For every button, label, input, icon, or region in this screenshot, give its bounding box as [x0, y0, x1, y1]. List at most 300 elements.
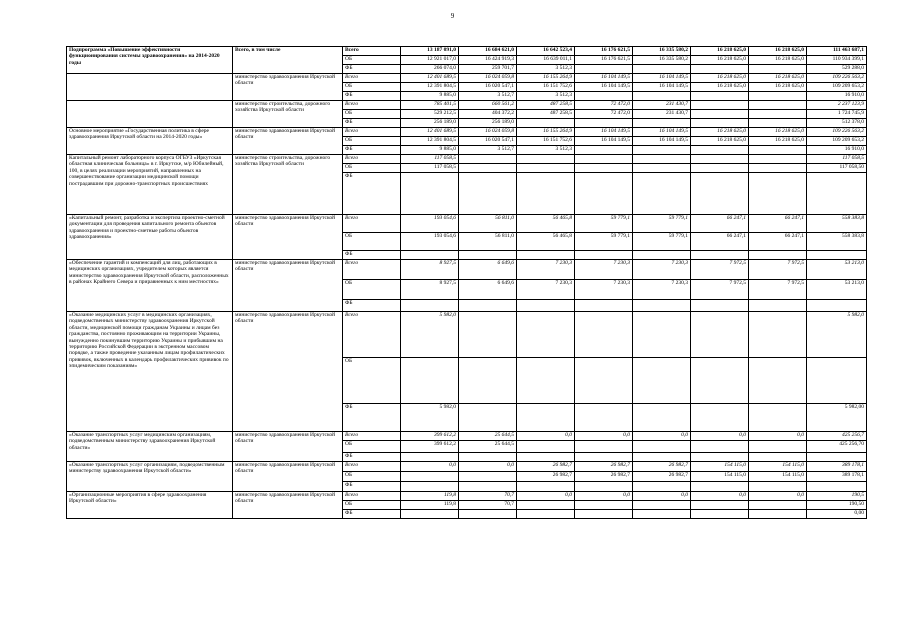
year-value-cell: 0,0: [575, 492, 633, 501]
year-value-cell: [459, 251, 517, 260]
year-value-cell: [517, 164, 575, 173]
year-value-cell: [575, 404, 633, 432]
funding-source-cell: Всего: [343, 432, 401, 441]
year-value-cell: [633, 251, 691, 260]
measure-name-cell: [67, 74, 233, 101]
total-value-cell: 53 213,0: [807, 260, 867, 280]
year-value-cell: 0,0: [401, 462, 459, 472]
year-value-cell: 16 155 264,9: [517, 128, 575, 137]
year-value-cell: 117 058,5: [401, 155, 459, 164]
funding-source-cell: ОБ: [343, 83, 401, 92]
total-value-cell: 190,50: [807, 501, 867, 510]
year-value-cell: 16 104 149,5: [633, 128, 691, 137]
year-value-cell: [517, 453, 575, 462]
year-value-cell: 66 247,1: [749, 233, 807, 251]
year-value-cell: 16 151 752,6: [517, 137, 575, 146]
year-value-cell: [517, 404, 575, 432]
year-value-cell: 26 982,7: [517, 462, 575, 472]
year-value-cell: 154 115,0: [749, 472, 807, 482]
funding-source-cell: ФБ: [343, 251, 401, 260]
year-value-cell: [691, 155, 749, 164]
year-value-cell: 16 104 149,5: [575, 83, 633, 92]
year-value-cell: [633, 358, 691, 404]
year-value-cell: 154 115,0: [749, 462, 807, 472]
total-value-cell: [807, 300, 867, 312]
table-row: [67, 74, 867, 83]
year-value-cell: 0,0: [749, 432, 807, 441]
year-value-cell: 16 020 547,1: [459, 83, 517, 92]
year-value-cell: 59 779,1: [575, 233, 633, 251]
year-value-cell: 8 927,5: [401, 260, 459, 280]
year-value-cell: 26 982,7: [633, 462, 691, 472]
year-value-cell: [691, 251, 749, 260]
year-value-cell: 16 218 625,0: [691, 47, 749, 56]
year-value-cell: 66 247,1: [749, 215, 807, 233]
year-value-cell: [749, 92, 807, 101]
year-value-cell: [749, 110, 807, 119]
budget-table: [66, 46, 867, 519]
year-value-cell: 0,0: [575, 432, 633, 441]
year-value-cell: [691, 164, 749, 173]
year-value-cell: [575, 92, 633, 101]
year-value-cell: [401, 173, 459, 215]
measure-name-cell: Подпрограмма «Повышение эффективности функционирования системы здравоохранения» на 2014-2020 годы: [67, 47, 233, 74]
year-value-cell: [633, 155, 691, 164]
year-value-cell: [749, 510, 807, 519]
year-value-cell: [749, 65, 807, 74]
year-value-cell: 3 512,3: [517, 146, 575, 155]
year-value-cell: [691, 312, 749, 358]
funding-source-cell: ФБ: [343, 482, 401, 492]
table-row: [67, 260, 867, 280]
year-value-cell: [401, 510, 459, 519]
measure-name-cell: «Оказание транспортных услуг организациям, подведомственным министерству здравоохранения Иркутской области»: [67, 462, 233, 492]
table-row: [67, 312, 867, 358]
year-value-cell: 56 465,8: [517, 233, 575, 251]
year-value-cell: [633, 92, 691, 101]
year-value-cell: 16 218 625,0: [749, 56, 807, 65]
total-value-cell: 109 226 563,2: [807, 74, 867, 83]
year-value-cell: 26 982,7: [575, 462, 633, 472]
year-value-cell: 487 258,5: [517, 101, 575, 110]
year-value-cell: [575, 65, 633, 74]
year-value-cell: [401, 472, 459, 482]
responsible-cell: министерство здравоохранения Иркутской области: [233, 432, 343, 462]
funding-source-cell: ФБ: [343, 510, 401, 519]
year-value-cell: 16 024 059,8: [459, 74, 517, 83]
year-value-cell: 16 104 149,5: [575, 137, 633, 146]
responsible-cell: министерство здравоохранения Иркутской области: [233, 260, 343, 312]
year-value-cell: 25 644,5: [459, 432, 517, 441]
year-value-cell: [517, 173, 575, 215]
total-value-cell: 425 256,7: [807, 432, 867, 441]
year-value-cell: [749, 173, 807, 215]
year-value-cell: [691, 65, 749, 74]
year-value-cell: 26 982,7: [575, 472, 633, 482]
year-value-cell: [749, 251, 807, 260]
year-value-cell: [575, 119, 633, 128]
year-value-cell: 16 020 547,1: [459, 137, 517, 146]
funding-source-cell: Всего: [343, 312, 401, 358]
year-value-cell: [633, 300, 691, 312]
year-value-cell: 16 104 149,5: [575, 74, 633, 83]
year-value-cell: [459, 472, 517, 482]
year-value-cell: [459, 482, 517, 492]
funding-source-cell: ФБ: [343, 92, 401, 101]
year-value-cell: 56 465,8: [517, 215, 575, 233]
year-value-cell: [691, 453, 749, 462]
total-value-cell: 117 058,5: [807, 155, 867, 164]
year-value-cell: [575, 251, 633, 260]
year-value-cell: [691, 146, 749, 155]
year-value-cell: [633, 482, 691, 492]
funding-source-cell: Всего: [343, 74, 401, 83]
year-value-cell: [459, 312, 517, 358]
year-value-cell: [691, 110, 749, 119]
year-value-cell: 16 218 625,0: [749, 137, 807, 146]
year-value-cell: [575, 510, 633, 519]
year-value-cell: [691, 404, 749, 432]
year-value-cell: [749, 155, 807, 164]
year-value-cell: [749, 358, 807, 404]
total-value-cell: 389 178,1: [807, 472, 867, 482]
responsible-cell: министерство строительства, дорожного хозяйства Иркутской области: [233, 155, 343, 215]
total-value-cell: [807, 173, 867, 215]
measure-name-cell: «Капитальный ремонт, разработка и экспертиза проектно-сметной документации для проведения капитального ремонта объектов здравоохранения и проектно-сметные работы объектов здравоохранения»: [67, 215, 233, 260]
funding-source-cell: ФБ: [343, 173, 401, 215]
year-value-cell: [633, 441, 691, 453]
year-value-cell: 13 187 091,0: [401, 47, 459, 56]
total-value-cell: 512 378,0: [807, 119, 867, 128]
year-value-cell: [691, 482, 749, 492]
year-value-cell: 193 054,6: [401, 233, 459, 251]
table-row: [67, 215, 867, 233]
year-value-cell: [633, 453, 691, 462]
year-value-cell: 9 885,0: [401, 92, 459, 101]
total-value-cell: 529 288,0: [807, 65, 867, 74]
total-value-cell: [807, 358, 867, 404]
year-value-cell: [517, 119, 575, 128]
year-value-cell: [575, 482, 633, 492]
total-value-cell: 558 383,8: [807, 215, 867, 233]
year-value-cell: 256 189,0: [459, 119, 517, 128]
year-value-cell: 231 430,7: [633, 101, 691, 110]
year-value-cell: [633, 164, 691, 173]
year-value-cell: 7 230,3: [633, 260, 691, 280]
year-value-cell: [749, 119, 807, 128]
year-value-cell: [691, 101, 749, 110]
year-value-cell: 16 104 149,5: [633, 83, 691, 92]
year-value-cell: [401, 482, 459, 492]
year-value-cell: 0,0: [749, 492, 807, 501]
year-value-cell: 8 927,5: [401, 280, 459, 300]
year-value-cell: 16 218 625,0: [691, 137, 749, 146]
year-value-cell: [749, 164, 807, 173]
year-value-cell: 6 649,6: [459, 260, 517, 280]
total-value-cell: 0,00: [807, 510, 867, 519]
year-value-cell: [691, 92, 749, 101]
year-value-cell: [633, 312, 691, 358]
year-value-cell: 12 401 689,5: [401, 74, 459, 83]
year-value-cell: 16 335 580,2: [633, 56, 691, 65]
total-value-cell: 1 724 745,9: [807, 110, 867, 119]
year-value-cell: 3 512,7: [459, 146, 517, 155]
table-row: [67, 47, 867, 56]
year-value-cell: 59 779,1: [575, 215, 633, 233]
total-value-cell: 109 226 563,2: [807, 128, 867, 137]
total-value-cell: 109 209 653,2: [807, 83, 867, 92]
measure-name-cell: «Оказание медицинских услуг в медицинских организациях, подведомственных министерству здравоохранения Иркутской области, медицинской помощи гражданам Украины и лицам без гражданства, постоянно проживающим на территории Украины, вынужденно покинувшим территорию Украины и прибывшим на территорию Российской Федерации в экстренном массовом порядке, а также проведение указанным лицам профилактических прививок, включенных в календарь профилактических прививок по эпидемическим показаниям»: [67, 312, 233, 432]
year-value-cell: 7 230,3: [575, 280, 633, 300]
funding-source-cell: Всего: [343, 215, 401, 233]
funding-source-cell: Всего: [343, 47, 401, 56]
funding-source-cell: ОБ: [343, 56, 401, 65]
total-value-cell: 16 910,0: [807, 146, 867, 155]
responsible-cell: Всего, в том числе: [233, 47, 343, 74]
funding-source-cell: ОБ: [343, 280, 401, 300]
year-value-cell: 72 472,0: [575, 110, 633, 119]
year-value-cell: [691, 441, 749, 453]
funding-source-cell: ОБ: [343, 472, 401, 482]
year-value-cell: [633, 119, 691, 128]
year-value-cell: 154 115,0: [691, 472, 749, 482]
year-value-cell: 16 218 625,0: [691, 56, 749, 65]
year-value-cell: [401, 300, 459, 312]
responsible-cell: министерство здравоохранения Иркутской области: [233, 462, 343, 492]
year-value-cell: 16 024 059,8: [459, 128, 517, 137]
year-value-cell: 7 230,3: [633, 280, 691, 300]
year-value-cell: 231 430,7: [633, 110, 691, 119]
year-value-cell: 12 391 804,5: [401, 83, 459, 92]
year-value-cell: 72 472,0: [575, 101, 633, 110]
year-value-cell: 3 512,7: [459, 92, 517, 101]
year-value-cell: 3 512,3: [517, 65, 575, 74]
year-value-cell: 7 230,3: [517, 260, 575, 280]
year-value-cell: [691, 358, 749, 404]
year-value-cell: 12 391 804,5: [401, 137, 459, 146]
funding-source-cell: ФБ: [343, 65, 401, 74]
year-value-cell: 0,0: [459, 462, 517, 472]
year-value-cell: 66 247,1: [691, 215, 749, 233]
year-value-cell: 16 104 149,5: [633, 74, 691, 83]
total-value-cell: 109 209 653,2: [807, 137, 867, 146]
year-value-cell: 59 779,1: [633, 233, 691, 251]
year-value-cell: [459, 173, 517, 215]
funding-source-cell: ФБ: [343, 146, 401, 155]
measure-name-cell: «Организационные мероприятия в сфере здравоохранения Иркутской области»: [67, 492, 233, 519]
year-value-cell: 404 372,2: [459, 110, 517, 119]
year-value-cell: [749, 482, 807, 492]
year-value-cell: 16 176 621,5: [575, 56, 633, 65]
year-value-cell: [517, 312, 575, 358]
funding-source-cell: ФБ: [343, 404, 401, 432]
year-value-cell: [575, 155, 633, 164]
responsible-cell: министерство здравоохранения Иркутской области: [233, 215, 343, 260]
year-value-cell: 16 104 149,5: [575, 128, 633, 137]
year-value-cell: [459, 300, 517, 312]
year-value-cell: [459, 453, 517, 462]
total-value-cell: [807, 482, 867, 492]
year-value-cell: [749, 300, 807, 312]
year-value-cell: 119,8: [401, 501, 459, 510]
year-value-cell: [633, 173, 691, 215]
table-row: [67, 432, 867, 441]
total-value-cell: 2 237 123,9: [807, 101, 867, 110]
total-value-cell: 5 982,00: [807, 404, 867, 432]
year-value-cell: 0,0: [517, 492, 575, 501]
year-value-cell: [517, 510, 575, 519]
measure-name-cell: [67, 101, 233, 128]
total-value-cell: 5 982,0: [807, 312, 867, 358]
year-value-cell: 16 104 149,5: [633, 137, 691, 146]
year-value-cell: 3 512,3: [517, 92, 575, 101]
year-value-cell: [633, 510, 691, 519]
funding-source-cell: ФБ: [343, 119, 401, 128]
year-value-cell: [517, 155, 575, 164]
year-value-cell: 70,7: [459, 492, 517, 501]
year-value-cell: 70,7: [459, 501, 517, 510]
year-value-cell: [517, 482, 575, 492]
year-value-cell: 0,0: [633, 432, 691, 441]
total-value-cell: 117 058,50: [807, 164, 867, 173]
funding-source-cell: Всего: [343, 101, 401, 110]
year-value-cell: 0,0: [691, 492, 749, 501]
measure-name-cell: Основное мероприятие «Государственная политика в сфере здравоохранения Иркутской области на 2014-2020 годы»: [67, 128, 233, 155]
table-row: [67, 155, 867, 164]
total-value-cell: [807, 453, 867, 462]
measure-name-cell: Капитальный ремонт лабораторного корпуса ОГБУЗ «Иркутская областная клиническая больница» в г. Иркутске, м/р Юбилейный, 100, в целях реализации мероприятий, направленных на совершенствование организации медицинской помощи пострадавшим при дорожно-транспортных происшествиях: [67, 155, 233, 215]
year-value-cell: 0,0: [633, 492, 691, 501]
year-value-cell: [633, 501, 691, 510]
total-value-cell: 110 934 399,1: [807, 56, 867, 65]
year-value-cell: 16 218 625,0: [749, 128, 807, 137]
year-value-cell: 7 230,3: [575, 260, 633, 280]
year-value-cell: [633, 65, 691, 74]
funding-source-cell: Всего: [343, 260, 401, 280]
year-value-cell: [575, 312, 633, 358]
total-value-cell: 53 213,0: [807, 280, 867, 300]
total-value-cell: 389 178,1: [807, 462, 867, 472]
funding-source-cell: ФБ: [343, 453, 401, 462]
year-value-cell: 66 247,1: [691, 233, 749, 251]
year-value-cell: 16 639 011,1: [517, 56, 575, 65]
year-value-cell: [749, 146, 807, 155]
page-number: 9: [450, 12, 455, 20]
year-value-cell: 154 115,0: [691, 462, 749, 472]
year-value-cell: 119,8: [401, 492, 459, 501]
year-value-cell: 0,0: [517, 432, 575, 441]
responsible-cell: министерство строительства, дорожного хозяйства Иркутской области: [233, 101, 343, 128]
year-value-cell: [575, 146, 633, 155]
year-value-cell: 7 972,5: [749, 260, 807, 280]
year-value-cell: 16 218 625,0: [691, 83, 749, 92]
year-value-cell: 487 258,5: [517, 110, 575, 119]
year-value-cell: [575, 501, 633, 510]
funding-source-cell: ОБ: [343, 110, 401, 119]
year-value-cell: 529 212,5: [401, 110, 459, 119]
year-value-cell: 266 074,0: [401, 65, 459, 74]
year-value-cell: 6 649,6: [459, 280, 517, 300]
year-value-cell: 16 218 625,0: [749, 83, 807, 92]
funding-source-cell: ОБ: [343, 164, 401, 173]
funding-source-cell: ФБ: [343, 300, 401, 312]
year-value-cell: [749, 101, 807, 110]
year-value-cell: 16 218 625,0: [749, 47, 807, 56]
year-value-cell: 16 335 580,2: [633, 47, 691, 56]
year-value-cell: 117 058,5: [401, 164, 459, 173]
year-value-cell: [749, 441, 807, 453]
year-value-cell: 16 218 625,0: [691, 74, 749, 83]
year-value-cell: 16 218 625,0: [691, 128, 749, 137]
year-value-cell: [401, 358, 459, 404]
year-value-cell: [459, 358, 517, 404]
year-value-cell: [575, 441, 633, 453]
responsible-cell: министерство здравоохранения Иркутской области: [233, 128, 343, 155]
year-value-cell: [749, 453, 807, 462]
year-value-cell: 660 561,2: [459, 101, 517, 110]
funding-source-cell: Всего: [343, 155, 401, 164]
total-value-cell: 190,5: [807, 492, 867, 501]
year-value-cell: 56 811,0: [459, 215, 517, 233]
table-row: [67, 462, 867, 472]
year-value-cell: [749, 404, 807, 432]
table-row: [67, 101, 867, 110]
responsible-cell: министерство здравоохранения Иркутской области: [233, 492, 343, 519]
year-value-cell: 256 189,0: [401, 119, 459, 128]
year-value-cell: 7 972,5: [691, 260, 749, 280]
year-value-cell: [459, 164, 517, 173]
year-value-cell: [749, 501, 807, 510]
year-value-cell: 16 642 523,4: [517, 47, 575, 56]
table-row: [67, 492, 867, 501]
funding-source-cell: Всего: [343, 492, 401, 501]
total-value-cell: 16 910,0: [807, 92, 867, 101]
funding-source-cell: Всего: [343, 128, 401, 137]
year-value-cell: 25 644,5: [459, 441, 517, 453]
year-value-cell: [517, 300, 575, 312]
year-value-cell: [633, 146, 691, 155]
year-value-cell: [575, 453, 633, 462]
funding-source-cell: Всего: [343, 462, 401, 472]
funding-source-cell: ОБ: [343, 358, 401, 404]
year-value-cell: [459, 404, 517, 432]
year-value-cell: [459, 510, 517, 519]
year-value-cell: 16 155 264,9: [517, 74, 575, 83]
year-value-cell: [691, 173, 749, 215]
year-value-cell: 7 972,5: [749, 280, 807, 300]
year-value-cell: 5 982,0: [401, 312, 459, 358]
funding-source-cell: ОБ: [343, 441, 401, 453]
year-value-cell: [691, 300, 749, 312]
table-row: [67, 128, 867, 137]
responsible-cell: министерство здравоохранения Иркутской области: [233, 312, 343, 432]
year-value-cell: [749, 312, 807, 358]
year-value-cell: 12 921 017,0: [401, 56, 459, 65]
year-value-cell: 12 401 689,5: [401, 128, 459, 137]
year-value-cell: 16 151 752,6: [517, 83, 575, 92]
year-value-cell: [401, 453, 459, 462]
year-value-cell: [575, 300, 633, 312]
year-value-cell: 7 972,5: [691, 280, 749, 300]
year-value-cell: 399 612,2: [401, 432, 459, 441]
year-value-cell: 7 230,3: [517, 280, 575, 300]
year-value-cell: [691, 119, 749, 128]
year-value-cell: [691, 501, 749, 510]
measure-name-cell: «Обеспечение гарантий и компенсаций для лиц, работающих в медицинских организациях, учредителем которых является министерство здравоохранения Иркутской области, расположенных в районах Крайнего Севера и приравненных к ним местностях»: [67, 260, 233, 312]
year-value-cell: 59 779,1: [633, 215, 691, 233]
measure-name-cell: «Оказание транспортных услуг медицинским организациям, подведомственным министерству здравоохранения Иркутской области»: [67, 432, 233, 462]
year-value-cell: 26 982,7: [633, 472, 691, 482]
